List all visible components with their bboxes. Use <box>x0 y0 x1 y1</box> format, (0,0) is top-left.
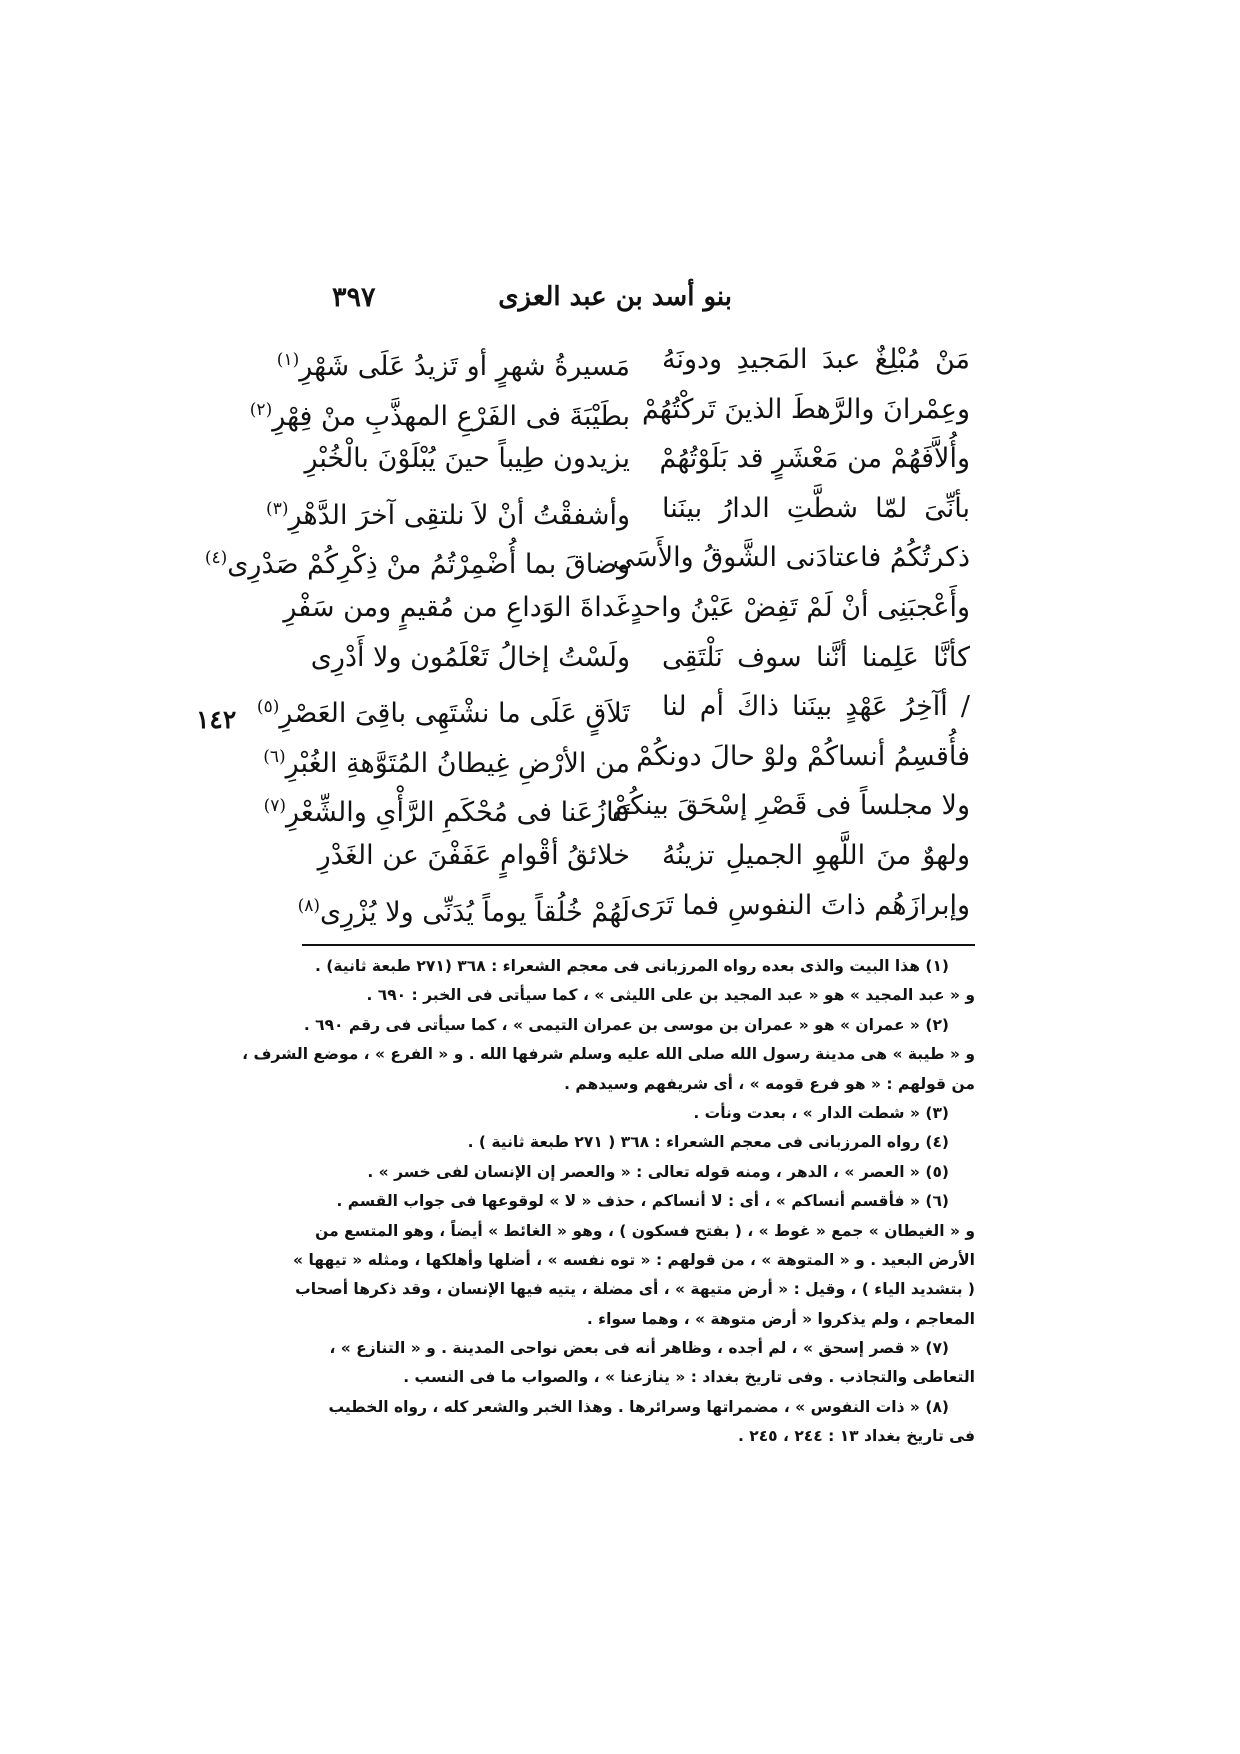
verse-first-hemistich: فأُقسِمُ أنساكُمْ ولوْ حالَ دونكُمْ <box>636 740 970 772</box>
verse-second-hemistich <box>263 783 630 836</box>
footnote-marker: (٦) <box>263 746 286 767</box>
footnote-line: و « طيبة » هى مدينة رسول الله صلى الله عليه وسلم شرفها الله . و « الفرع » ، موضع الشرف ، <box>242 1045 975 1064</box>
footnote-marker: (٨) <box>297 895 321 916</box>
verse <box>310 635 970 685</box>
verse-second-hemistich <box>276 337 630 390</box>
footnote-line: (٦) « فأقسم أنساكم » ، أى : لا أنساكم ، حذف « لا » لوقوعها فى جواب القسم . <box>336 1192 949 1211</box>
footnote-line: التعاطى والتجاذب . وفى تاريخ بغداد : « ينازعنا » ، والصواب ما فى النسب . <box>403 1368 975 1387</box>
footnote-line: فى تاريخ بغداد ١٣ : ٢٤٤ ، ٢٤٥ . <box>737 1427 975 1446</box>
footnote-marker: (٣) <box>266 498 289 519</box>
footnote-divider <box>302 944 975 946</box>
footnote-line: من قولهم : « هو فرع قومه » ، أى شريفهم وسيدهم . <box>564 1074 975 1093</box>
verse <box>263 783 970 833</box>
verse-second-hemistich-text: مَسيرةُ شهرٍ أو تَزيدُ عَلَى شَهْرِ <box>299 351 630 382</box>
verse <box>266 486 970 536</box>
verse-second-hemistich-text: تَلاَقٍ عَلَى ما نشْتَهِى باقِىَ العَصْرِ <box>279 698 630 730</box>
verse-first-hemistich: ولا مجلساً فى قَصْرِ إسْحَقَ بينكُمْ <box>612 790 970 822</box>
verse-first-hemistich: وأُلاَّفَهُمْ من مَعْشَرٍ قد بَلَوْتُهُمْ <box>659 443 970 475</box>
footnotes <box>242 952 975 1452</box>
page-number: ٣٩٧ <box>332 282 376 313</box>
footnote-line: المعاجم ، ولم يذكروا « أرض متوهة » ، وهما سواء . <box>586 1309 975 1328</box>
verse-second-hemistich-text: من الأرْضِ غِيطانُ المُتَوَّهةِ الغُبْرِ <box>285 747 630 779</box>
verse-second-hemistich <box>283 585 630 631</box>
verse-first-hemistich: وعِمْرانَ والرَّهطَ الذينَ تَركْتُهُمْ <box>641 393 970 425</box>
verse-second-hemistich <box>204 535 630 588</box>
footnote-line: و « عبد المجيد » هو « عبد المجيد بن على الليثى » ، كما سيأتى فى الخبر : ٦٩٠ . <box>366 986 975 1005</box>
footnote-line: (٧) « قصر إسحق » ، لم أجده ، وظاهر أنه فى بعض نواحى المدينة . و « التنازع » ، <box>329 1339 949 1358</box>
verse <box>297 883 970 933</box>
verse <box>317 833 970 883</box>
verse-first-hemistich: وأَعْجبَنِى أنْ لَمْ تَفِضْ عَيْنُ واحدٍ <box>630 591 970 623</box>
footnote-line: (١) هذا البيت والذى بعده رواه المرزبانى فى معجم الشعراء : ٣٦٨ (٢٧١ طبعة ثانية) . <box>314 957 949 975</box>
footnote-line: (٨) « ذات النفوس » ، مضمراتها وسرائرها . وهذا الخبر والشعر كله ، رواه الخطيب <box>328 1397 949 1416</box>
footnote-marker: (٥) <box>256 697 280 718</box>
verse-second-hemistich <box>266 486 630 539</box>
verse-second-hemistich-text: خلائقُ أقْوامٍ عَفَفْنَ عن الغَدْرِ <box>317 839 630 871</box>
footnote-line: الأرض البعيد . و « المتوهة » ، من قولهم : « توه نفسه » ، أضلها وأهلكها ، ومثله « تيهها » <box>293 1250 975 1269</box>
verse <box>283 585 970 635</box>
verse-second-hemistich-text: ولَسْتُ إخالُ تَعْلَمُون ولا أَدْرِى <box>310 641 630 673</box>
verse-first-hemistich: ولهوٌ منَ اللَّهوِ الجميلِ تزينُهُ <box>662 839 970 871</box>
verse-second-hemistich <box>256 684 630 737</box>
verse-second-hemistich-text: لَهُمْ خُلُقاً يوماً يُدَنِّى ولا يُزْرِى <box>320 896 630 928</box>
verse <box>256 684 970 734</box>
verse-second-hemistich <box>249 387 630 440</box>
verse-first-hemistich: ذكرتُكُمُ فاعتادَنى الشَّوقُ والأَسَى <box>612 542 970 574</box>
verse-first-hemistich: مَنْ مُبْلِغٌ عبدَ المَجيدِ ودونَهُ <box>662 344 970 375</box>
verse <box>204 535 970 585</box>
verse-second-hemistich <box>310 635 630 681</box>
verse <box>249 387 970 437</box>
verse-second-hemistich-text: وأشفقْتُ أنْ لاَ نلتقِى آخرَ الدَّهْرِ <box>288 499 630 531</box>
footnote-line: (٣) « شطت الدار » ، بعدت ونأت . <box>693 1103 949 1122</box>
margin-number: ١٤٢ <box>196 705 237 734</box>
footnote-line: (٥) « العصر » ، الدهر ، ومنه قوله تعالى : « والعصر إن الإنسان لفى خسر » . <box>367 1162 949 1181</box>
running-title: بنو أسد بن عبد العزى <box>498 282 732 312</box>
verse <box>304 436 970 486</box>
footnote-marker: (٤) <box>204 548 228 569</box>
verse-second-hemistich <box>304 436 630 482</box>
verse-second-hemistich-text: وضاقَ بما أُضْمِرْتُمُ منْ ذِكْرِكُمْ صَدْرِى <box>227 549 630 581</box>
verse <box>263 734 970 784</box>
verse-first-hemistich: بأنِّىَ لمّا شطَّتِ الدارُ بينَنا <box>662 492 970 524</box>
verse-second-hemistich-text: بطَيْبَةَ فى الفَرْعِ المهذَّبِ منْ فِهْرِ <box>272 400 630 432</box>
footnote-marker: (٧) <box>263 796 287 817</box>
verse-second-hemistich <box>263 734 630 787</box>
verse-second-hemistich-text: تَنازُعَنا فى مُحْكَمِ الرَّأْىِ والشِّعْرِ <box>286 797 630 829</box>
verse-second-hemistich-text: يزيدون طِيباً حينَ يُبْلَوْنَ بالْخُبْرِ <box>304 443 630 475</box>
verse-second-hemistich-text: غَداةَ الوَداعِ من مُقيمٍ ومن سَفْرِ <box>283 591 630 623</box>
verse-second-hemistich <box>297 883 630 936</box>
page-header <box>332 282 732 322</box>
verse-first-hemistich: كأنَّا عَلِمنا أنَّنا سوف نَلْتَقِى <box>662 641 970 673</box>
footnote-line: و « الغيطان » جمع « غوط » ، ( بفتح فسكون ) ، وهو « الغائط » أيضاً ، وهو المتسع من <box>315 1221 975 1240</box>
verse-first-hemistich: وإبرازَهُم ذاتَ النفوسِ فما تَرَى <box>630 889 970 921</box>
footnote-line: (٤) رواه المرزبانى فى معجم الشعراء : ٣٦٨ ( ٢٧١ طبعة ثانية ) . <box>467 1133 949 1152</box>
verse-first-hemistich: / أآخِرُ عَهْدٍ بينَنا ذاكَ أم لنا <box>662 691 970 723</box>
footnote-line: (٢) « عمران » هو « عمران بن موسى بن عمران التيمى » ، كما سيأتى فى رقم ٦٩٠ . <box>303 1015 949 1034</box>
verse <box>276 337 970 387</box>
footnote-marker: (٢) <box>249 399 273 420</box>
verse-second-hemistich <box>317 833 630 879</box>
footnote-line: ( بتشديد الياء ) ، وقيل : « أرض متيهة » ، أى مضلة ، يتيه فيها الإنسان ، وقد ذكرها أصحاب <box>295 1280 975 1299</box>
footnote-marker: (١) <box>276 350 300 370</box>
